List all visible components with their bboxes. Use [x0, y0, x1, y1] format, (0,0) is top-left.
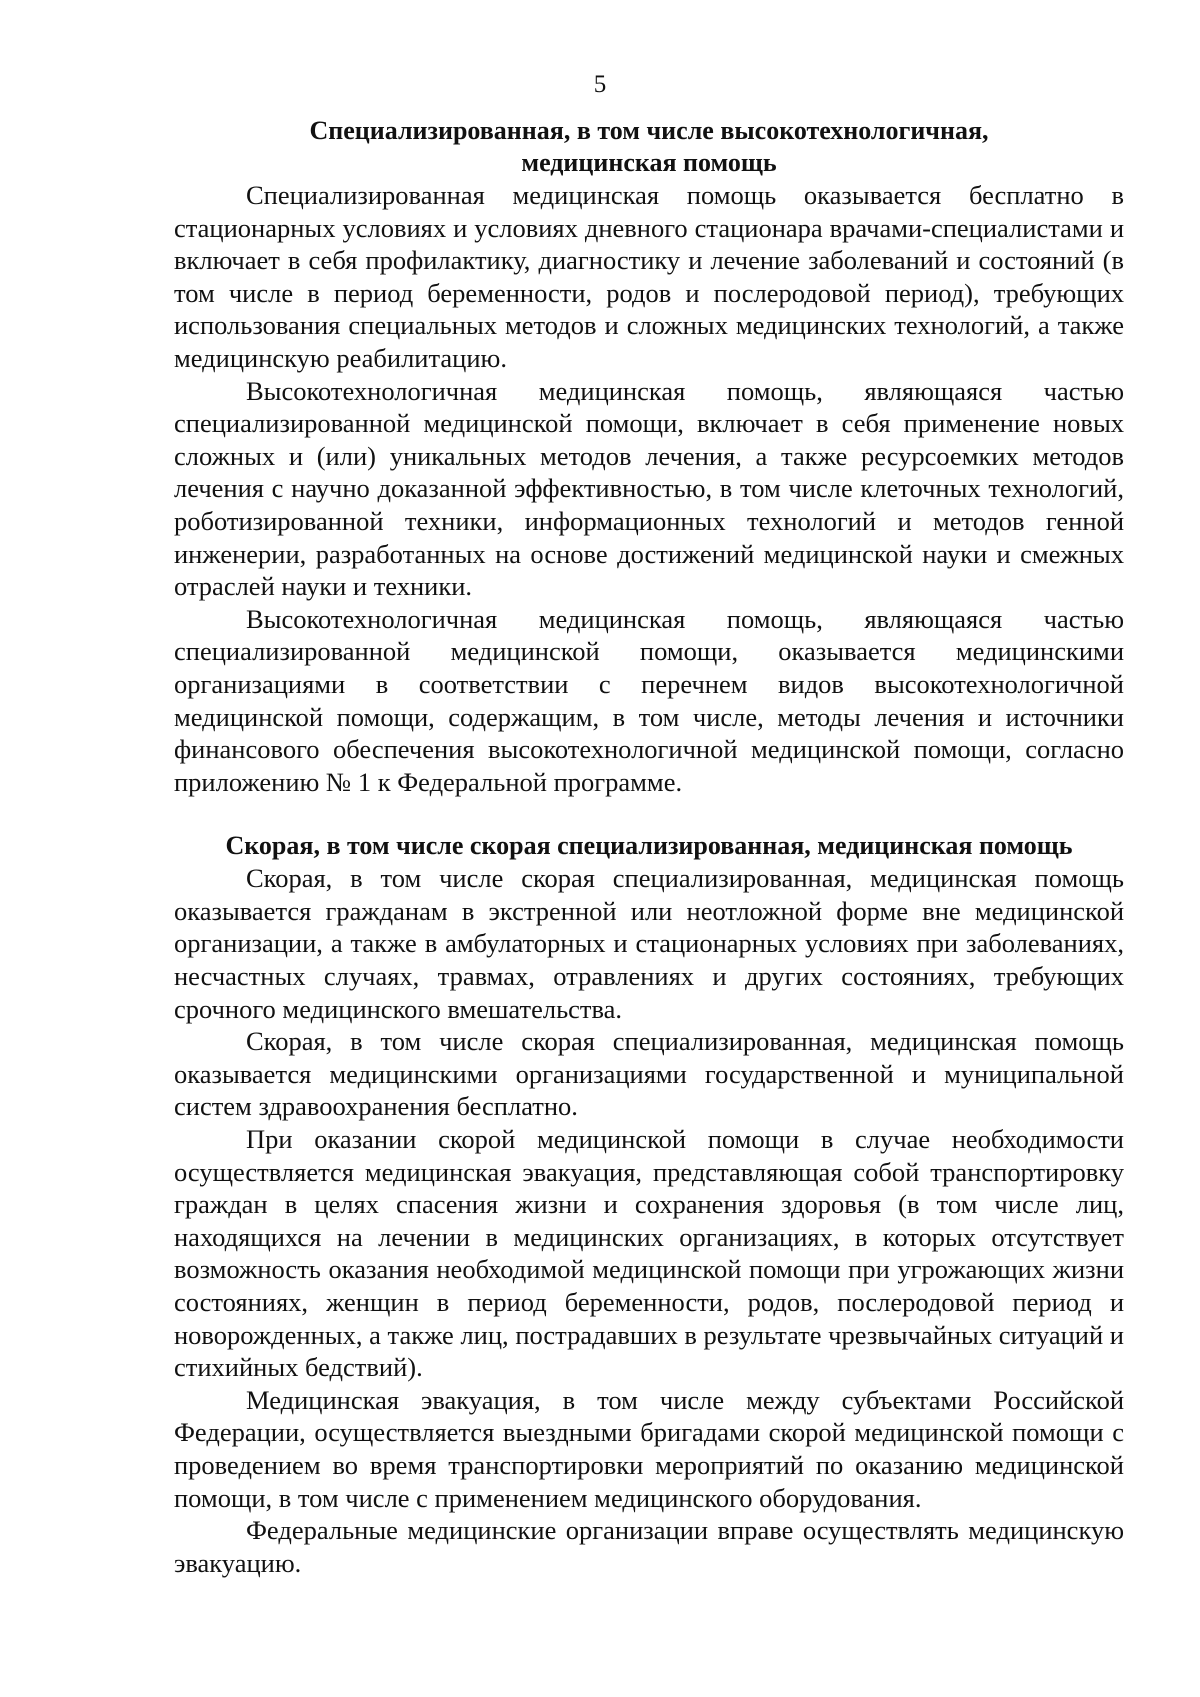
section-heading-specialized-care [174, 115, 1124, 179]
paragraph: Высокотехнологичная медицинская помощь, являющаяся частью специализированной медицинской помощи, оказывается медицинскими организациями в соответствии с перечнем видов высокотехнологичной медицинской помощи, содержащим, в том числе, методы лечения и источники финансового обеспечения высокотехнологичной медицинской помощи, согласно приложению № 1 к Федеральной программе. [174, 603, 1124, 797]
paragraph: Федеральные медицинские организации вправе осуществлять медицинскую эвакуацию. [174, 1515, 1124, 1578]
paragraph: При оказании скорой медицинской помощи в случае необходимости осуществляется медицинская эвакуация, представляющая собой транспортировку граждан в целях спасения жизни и сохранения здоровья (в том числе лиц, находящихся на лечении в медицинских организациях, в которых отсутствует возможность оказания необходимой медицинской помощи при угрожающих жизни состояниях, женщин в период беременности, родов, послеродовой период и новорожденных, а также лиц, пострадавших в результате чрезвычайных ситуаций и стихийных бедствий). [174, 1124, 1124, 1383]
paragraph: Медицинская эвакуация, в том числе между субъектами Российской Федерации, осуществляется выездными бригадами скорой медицинской помощи с проведением во время транспортировки мероприятий по оказанию медицинской помощи, в том числе с применением медицинского оборудования. [174, 1384, 1124, 1513]
section-spacer [174, 798, 1124, 830]
paragraph: Скорая, в том числе скорая специализированная, медицинская помощь оказывается медицинскими организациями государственной и муниципальной систем здравоохранения бесплатно. [174, 1026, 1124, 1122]
paragraph: Специализированная медицинская помощь оказывается бесплатно в стационарных условиях и условиях дневного стационара врачами-специалистами и включает в себя профилактику, диагностику и лечение заболеваний и состояний (в том числе в период беременности, родов и послеродовой период), требующих использования специальных методов и сложных медицинских технологий, а также медицинскую реабилитацию. [174, 180, 1124, 373]
document-body [174, 115, 1124, 1579]
paragraph: Скорая, в том числе скорая специализированная, медицинская помощь оказывается гражданам в экстренной или неотложной форме вне медицинской организации, а также в амбулаторных и стационарных условиях при заболеваниях, несчастных случаях, травмах, отравлениях и других состояниях, требующих срочного медицинского вмешательства. [174, 863, 1124, 1024]
heading-line: Специализированная, в том числе высокотехнологичная, [309, 116, 989, 145]
section-heading-emergency-care: Скорая, в том числе скорая специализированная, медицинская помощь [225, 831, 1073, 861]
page-number: 5 [593, 71, 607, 98]
paragraph: Высокотехнологичная медицинская помощь, являющаяся частью специализированной медицинской помощи, включает в себя применение новых сложных и (или) уникальных методов лечения, а также ресурсоемких методов лечения с научно доказанной эффективностью, в том числе клеточных технологий, роботизированной техники, информационных технологий и методов генной инженерии, разработанных на основе достижений медицинской науки и смежных отраслей науки и техники. [174, 375, 1124, 602]
heading-line: медицинская помощь [521, 148, 777, 177]
